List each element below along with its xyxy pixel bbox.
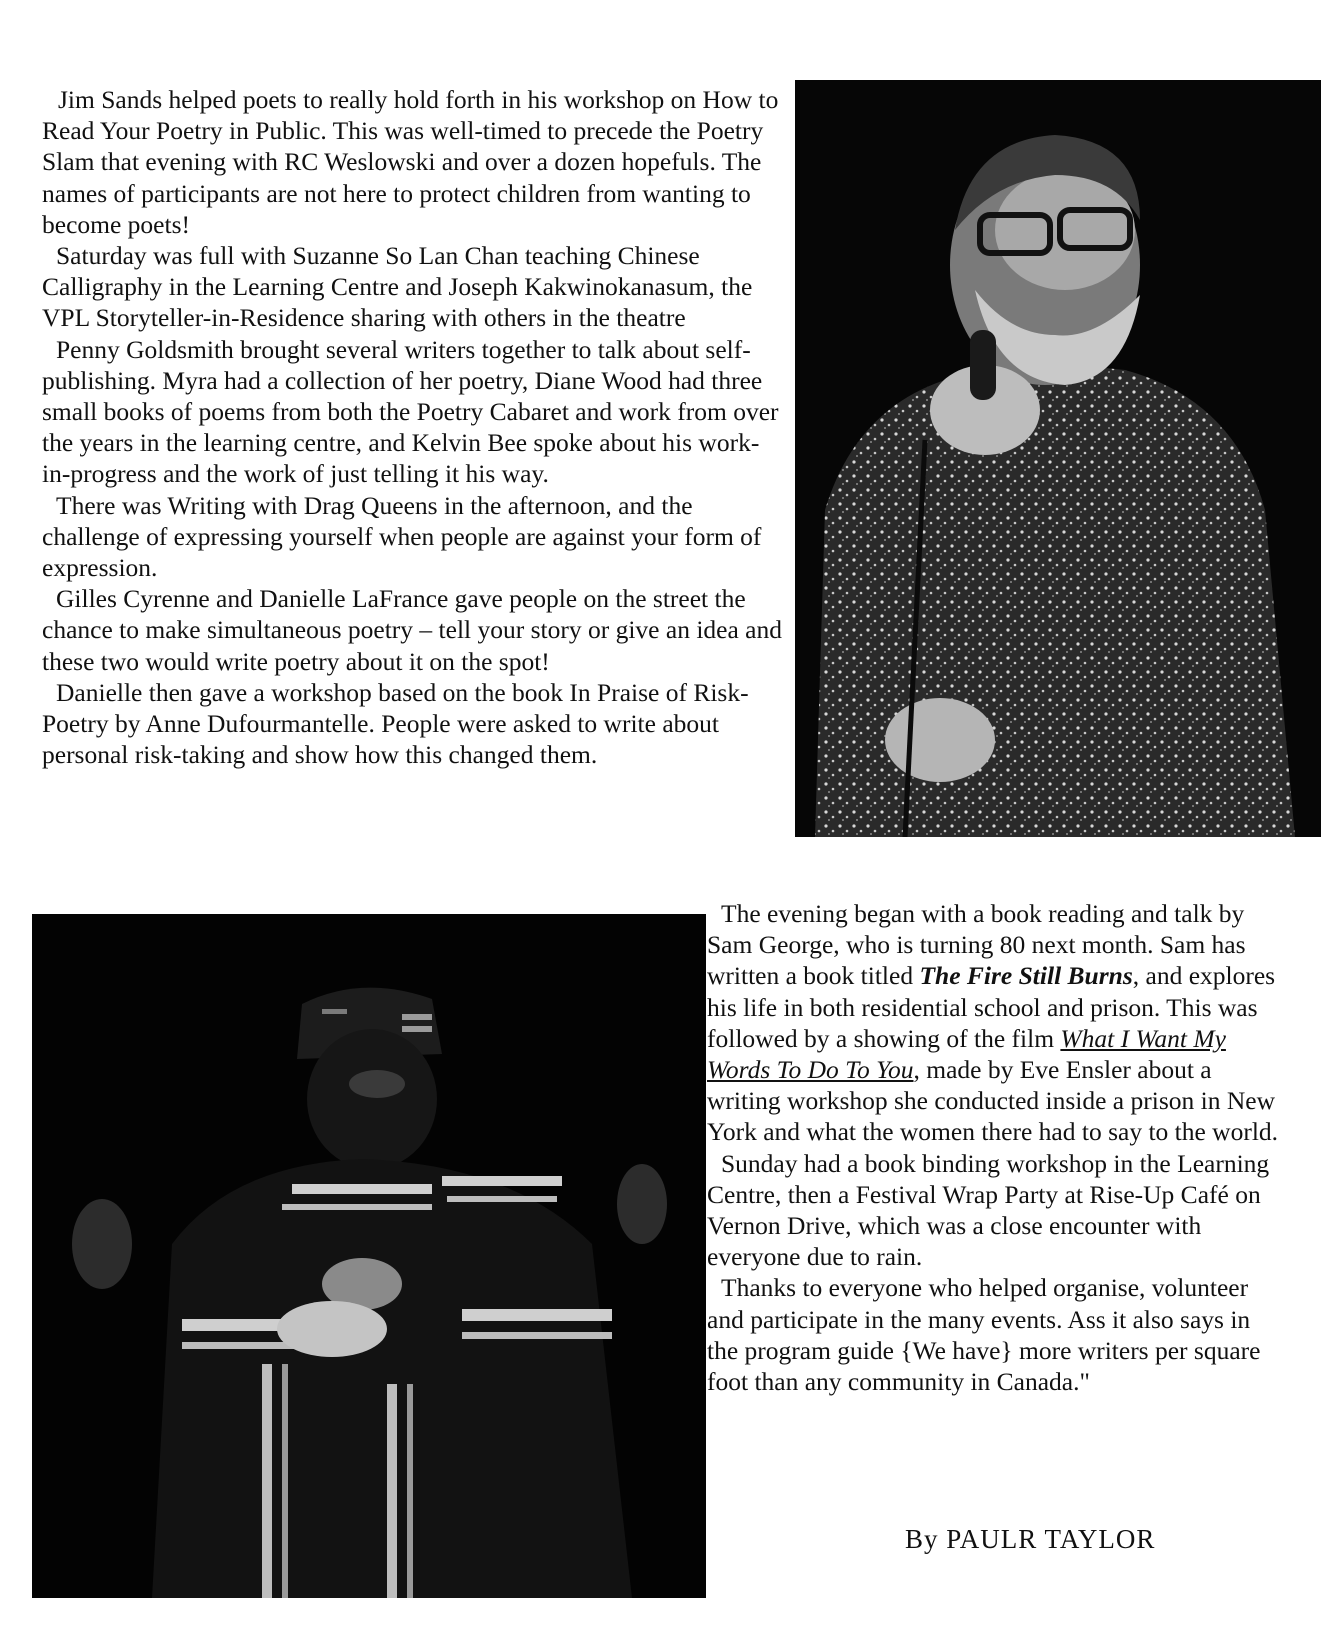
paragraph-jim-sands: Jim Sands helped poets to really hold forth in his workshop on How to Read Your Poetry in Public. This was well-timed to precede the Poetry Slam that evening with RC Weslowski and over a dozen hopefuls. The names of participants are not here to protect children from wanting to become poets! bbox=[42, 85, 779, 239]
evening-text-2: , and explores his life in both residential school and prison. This was followed by a showing of the film bbox=[707, 961, 1276, 1053]
performer-photo-image bbox=[32, 914, 706, 1598]
article-top-column bbox=[42, 84, 784, 770]
paragraph-simultaneous-poetry: Gilles Cyrenne and Danielle LaFrance gave people on the street the chance to make simultaneous poetry – tell your story or give an idea and these two would write poetry about it on the spot! bbox=[42, 584, 782, 676]
photo-performer bbox=[32, 914, 706, 1598]
paragraph-sunday: Sunday had a book binding workshop in the Learning Centre, then a Festival Wrap Party at Rise-Up Café on Vernon Drive, which was a close encounter with everyone due to rain. bbox=[707, 1148, 1270, 1272]
paragraph-drag-queens: There was Writing with Drag Queens in the afternoon, and the challenge of expressing yourself when people are against your form of expression. bbox=[42, 490, 762, 583]
book-title: The Fire Still Burns bbox=[919, 961, 1133, 991]
paragraph-thanks: Thanks to everyone who helped organise, volunteer and participate in the many events. Ass it also says in the program guide {We have} more writers per square foot than any community in Canada." bbox=[707, 1273, 1261, 1397]
film-title: What I Want My Words To Do To You bbox=[707, 1023, 1226, 1085]
photo-speaker bbox=[795, 80, 1321, 837]
evening-text-1: The evening began with a book reading and talk by Sam George, who is turning 80 next month. Sam has written a book titled bbox=[707, 899, 1246, 991]
speaker-photo-image bbox=[795, 80, 1321, 837]
evening-text-3: , made by Eve Ensler about a writing workshop she conducted inside a prison in New York and what the women there had to say to the world. bbox=[707, 1055, 1279, 1147]
paragraph-self-publishing: Penny Goldsmith brought several writers together to talk about self-publishing. Myra had a collection of her poetry, Diane Wood had three small books of poems from both the Poetry Cabaret and work from over the years in the learning centre, and Kelvin Bee spoke about his work-in-progress and the work of just telling it his way. bbox=[42, 334, 779, 489]
byline: By PAULR TAYLOR bbox=[905, 1524, 1156, 1554]
paragraph-evening bbox=[707, 898, 1282, 1148]
paragraph-risk-workshop: Danielle then gave a workshop based on the book In Praise of Risk- Poetry by Anne Dufourmantelle. People were asked to write about personal risk-taking and show how this changed them. bbox=[42, 677, 749, 770]
paragraph-saturday: Saturday was full with Suzanne So Lan Chan teaching Chinese Calligraphy in the Learning Centre and Joseph Kakwinokanasum, the VPL Storyteller-in-Residence sharing with others in the theatre bbox=[42, 241, 753, 333]
article-bottom-column bbox=[707, 898, 1282, 1397]
